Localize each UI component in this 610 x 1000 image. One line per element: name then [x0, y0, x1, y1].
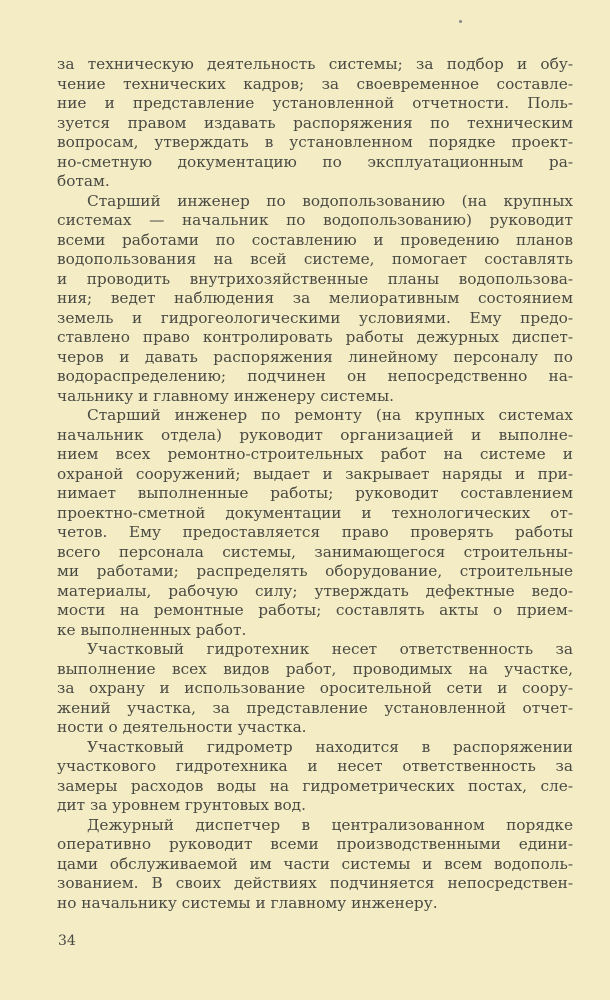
text-line: чение технических кадров; за своевременное составле- [57, 74, 573, 93]
text-line: мости на ремонтные работы; составлять акты о прием- [57, 601, 573, 619]
text-line: и проводить внутрихозяйственные планы водопользова- [57, 269, 573, 288]
text-line: зованием. В своих действиях подчиняется непосредствен- [57, 874, 573, 892]
text-line: нимает выполненные работы; руководит составлением [57, 484, 573, 502]
text-line: но начальнику системы и главному инженеру. [57, 893, 438, 912]
text-line: за охрану и использование оросительной сети и соору- [57, 679, 573, 697]
scan-speck [459, 20, 462, 23]
text-line: ние и представление установленной отчетности. Поль- [57, 94, 573, 112]
text-line: замеры расходов воды на гидрометрических постах, сле- [57, 776, 573, 795]
text-line: дит за уровнем грунтовых вод. [57, 796, 306, 814]
text-line: ности о деятельности участка. [57, 718, 307, 736]
text-line: жений участка, за представление установленной отчет- [57, 698, 573, 717]
text-line: ния; ведет наблюдения за мелиоративным состоянием [57, 289, 573, 307]
text-line: водораспределению; подчинен он непосредственно на- [57, 367, 573, 385]
text-line: чальнику и главному инженеру системы. [57, 386, 394, 405]
text-line: Участковый гидротехник несет ответственность за [87, 640, 573, 658]
text-line: выполнение всех видов работ, проводимых на участке, [57, 659, 573, 678]
text-line: Дежурный диспетчер в централизованном порядке [87, 815, 573, 834]
text-line: ке выполненных работ. [57, 620, 247, 639]
text-line: материалы, рабочую силу; утверждать дефектные ведо- [57, 581, 573, 600]
text-line: участкового гидротехника и несет ответственность за [57, 757, 573, 775]
text-line: водопользования на всей системе, помогает составлять [57, 250, 573, 268]
text-line: системах — начальник по водопользованию) руководит [57, 211, 573, 229]
text-line: нием всех ремонтно-строительных работ на системе и [57, 445, 573, 463]
text-line: Старший инженер по водопользованию (на крупных [87, 191, 573, 210]
text-line: земель и гидрогеологическими условиями. Ему предо- [57, 308, 573, 327]
text-line: цами обслуживаемой им части системы и всем водополь- [57, 854, 573, 873]
text-line: четов. Ему предоставляется право проверять работы [57, 523, 573, 541]
text-line: ставлено право контролировать работы дежурных диспет- [57, 328, 573, 346]
text-line: начальник отдела) руководит организацией и выполне- [57, 425, 573, 444]
text-line: всеми работами по составлению и проведению планов [57, 230, 573, 249]
text-line: проектно-сметной документации и технологических от- [57, 503, 573, 522]
text-line: всего персонала системы, занимающегося строительны- [57, 542, 573, 561]
text-line: ми работами; распределять оборудование, строительные [57, 562, 573, 580]
page-number: 34 [58, 933, 76, 949]
text-line: Участковый гидрометр находится в распоряжении [87, 737, 573, 756]
text-line: но-сметную документацию по эксплуатационным ра- [57, 152, 573, 171]
text-line: оперативно руководит всеми производственными едини- [57, 835, 573, 853]
text-line: вопросам, утверждать в установленном порядке проект- [57, 133, 573, 151]
text-line: Старший инженер по ремонту (на крупных системах [87, 406, 573, 424]
page-body-text [57, 55, 573, 913]
text-line: охраной сооружений; выдает и закрывает наряды и при- [57, 464, 573, 483]
text-line: за техническую деятельность системы; за подбор и обу- [57, 55, 573, 73]
text-line: черов и давать распоряжения линейному персоналу по [57, 347, 573, 366]
text-line: зуется правом издавать распоряжения по техническим [57, 113, 573, 132]
text-line: ботам. [57, 172, 110, 190]
